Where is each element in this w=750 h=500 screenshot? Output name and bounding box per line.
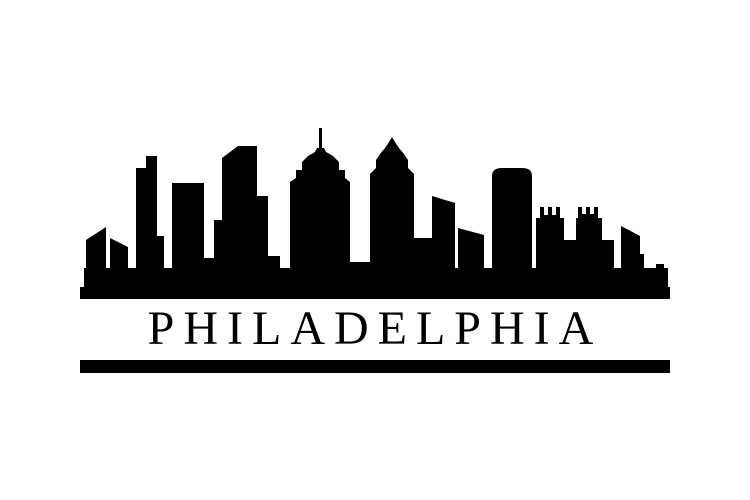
building-mid-3	[458, 228, 484, 288]
building-crenellated-1	[536, 207, 564, 288]
building-right-1	[621, 226, 640, 288]
building-left-2	[110, 238, 128, 288]
building-mid-1	[414, 238, 432, 288]
bottom-underline-bar	[80, 360, 670, 373]
building-mid-2	[432, 196, 455, 288]
city-name-wordmark: PHILADELPHIA	[147, 302, 603, 355]
building-crenellated-2	[576, 207, 614, 288]
building-angled-tower	[214, 146, 280, 288]
building-right-2	[640, 254, 644, 288]
building-infill-2	[350, 262, 370, 288]
building-left-1	[86, 227, 106, 288]
building-right-3	[644, 270, 656, 288]
building-infill-3	[560, 240, 576, 288]
building-liberty-one	[290, 128, 350, 288]
building-liberty-two	[370, 137, 414, 288]
building-block-1	[172, 183, 204, 288]
building-rounded-block	[492, 168, 532, 288]
building-tall-slender	[136, 156, 164, 288]
building-right-4	[656, 264, 664, 288]
